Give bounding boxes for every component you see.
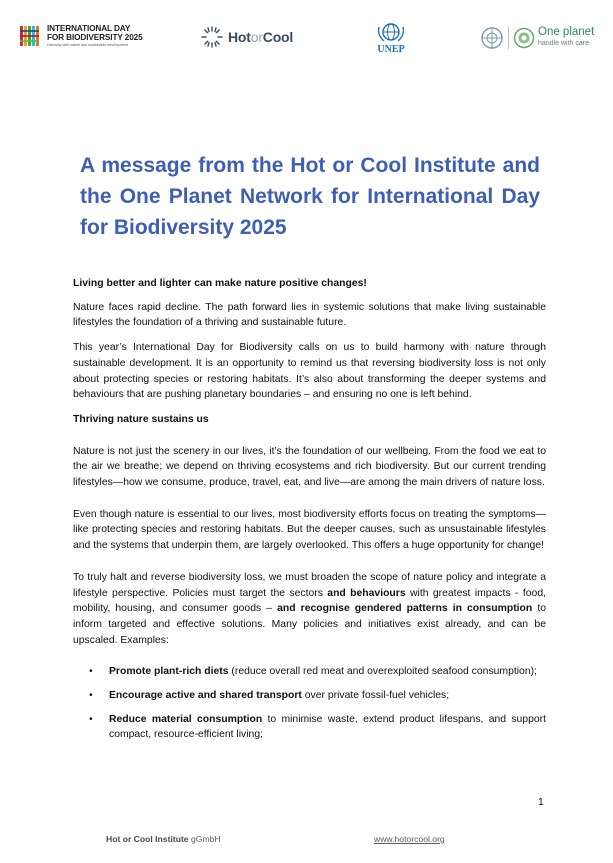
paragraph-nature-decline: Nature faces rapid decline. The path forward lies in systemic solutions that make living sustainable lifestyles the foundation of a thriving and sustainable future. xyxy=(73,301,546,329)
bullet-icon: • xyxy=(89,713,93,725)
hoc-cool: Cool xyxy=(262,29,294,45)
footer-website-link[interactable]: www.hotorcool.org xyxy=(374,834,445,844)
p5-part-a: To truly halt and reverse biodiversity loss, we must broaden the scope of nature policy and integrate a lifestyle perspective. Policies must target the sectors xyxy=(73,571,546,599)
footer-org-name: Hot or Cool Institute xyxy=(106,834,189,844)
section-heading-living-better: Living better and lighter can make nature positive changes! xyxy=(73,278,367,289)
un-emblem-icon xyxy=(376,21,406,43)
unep-logo xyxy=(376,21,406,55)
one-planet-logo xyxy=(480,26,594,50)
header-logos xyxy=(0,20,613,60)
idb-line1: INTERNATIONAL DAY xyxy=(47,24,131,33)
page-number: 1 xyxy=(538,797,544,808)
unep-label: UNEP xyxy=(377,44,405,55)
idb-logo xyxy=(18,24,143,48)
bullet-text: (reduce overall red meat and overexploited seafood consumption); xyxy=(228,666,537,678)
paragraph-policy-scope xyxy=(73,570,546,649)
bullet-bold: Promote plant-rich diets xyxy=(109,666,229,678)
list-item xyxy=(73,712,546,743)
hoc-or: or xyxy=(250,29,263,45)
list-item xyxy=(73,664,546,680)
idb-line3: Harmony with nature and sustainable development xyxy=(47,43,128,47)
list-item xyxy=(73,688,546,704)
bullet-bold: Encourage active and shared transport xyxy=(109,690,302,702)
document-body xyxy=(73,276,546,751)
paragraph-deeper-causes: Even though nature is essential to our lives, most biodiversity efforts focus on treating the symptoms—like protecting species and restoring habitats. But the deeper causes, such as unsustainable lifestyles and the systems that underpin them, are largely overlooked. This offers a huge opportunity for change! xyxy=(73,508,546,552)
section-heading-thriving-nature: Thriving nature sustains us xyxy=(73,413,209,425)
bullet-text: to minimise waste, extend product lifespans, and support compact, resource-efficient living; xyxy=(109,713,546,741)
one-planet-name: One planet xyxy=(538,26,595,38)
bullet-icon: • xyxy=(89,690,93,702)
bullet-bold: Reduce material consumption xyxy=(109,713,263,725)
hot-or-cool-logo xyxy=(201,26,293,48)
examples-list xyxy=(73,664,546,743)
footer-org-suffix: gGmbH xyxy=(188,834,221,844)
one-planet-tagline: handle with care xyxy=(538,40,589,47)
bullet-icon: • xyxy=(89,666,93,678)
p5-part-b: and behaviours xyxy=(327,587,406,599)
sun-rays-icon xyxy=(201,26,223,48)
bullet-text: over private fossil-fuel vehicles; xyxy=(301,690,450,702)
p5-part-e: to inform targeted and effective solutions. Many policies and initiatives exist already, and can be upscaled. Examples: xyxy=(73,603,546,646)
biodiversity-day-icon xyxy=(18,24,42,48)
paragraph-foundation-wellbeing: Nature is not just the scenery in our lives, it’s the foundation of our wellbeing. From the food we eat to the air we breathe; we depend on thriving ecosystems and rich biodiversity. But our current trending lifestyles—how we consume, produce, travel, eat, and live—are among the main drivers of nature loss. xyxy=(73,445,546,489)
footer-organization xyxy=(106,834,221,844)
logo-divider xyxy=(508,27,509,49)
un-globe-icon xyxy=(480,26,504,50)
paragraph-biodiversity-day: This year’s International Day for Biodiversity calls on us to build harmony with nature through sustainable development. It is an opportunity to remind us that reversing biodiversity loss is not only about protecting species or restoring habitats. It’s also about transforming the deeper systems and behaviours that are pushing planetary boundaries – and ensuring no one is left behind. xyxy=(73,342,546,401)
idb-line2: FOR BIODIVERSITY 2025 xyxy=(47,33,143,42)
one-planet-icon xyxy=(513,27,535,49)
page-title: A message from the Hot or Cool Institute and the One Planet Network for International Day for Biodiversity 2025 xyxy=(80,154,540,239)
p5-part-d: and recognise gendered patterns in consumption xyxy=(277,603,533,615)
p5-part-c: with greatest impacts - food, mobility, housing, and consumer goods – xyxy=(73,587,547,615)
hoc-hot: Hot xyxy=(228,29,251,45)
